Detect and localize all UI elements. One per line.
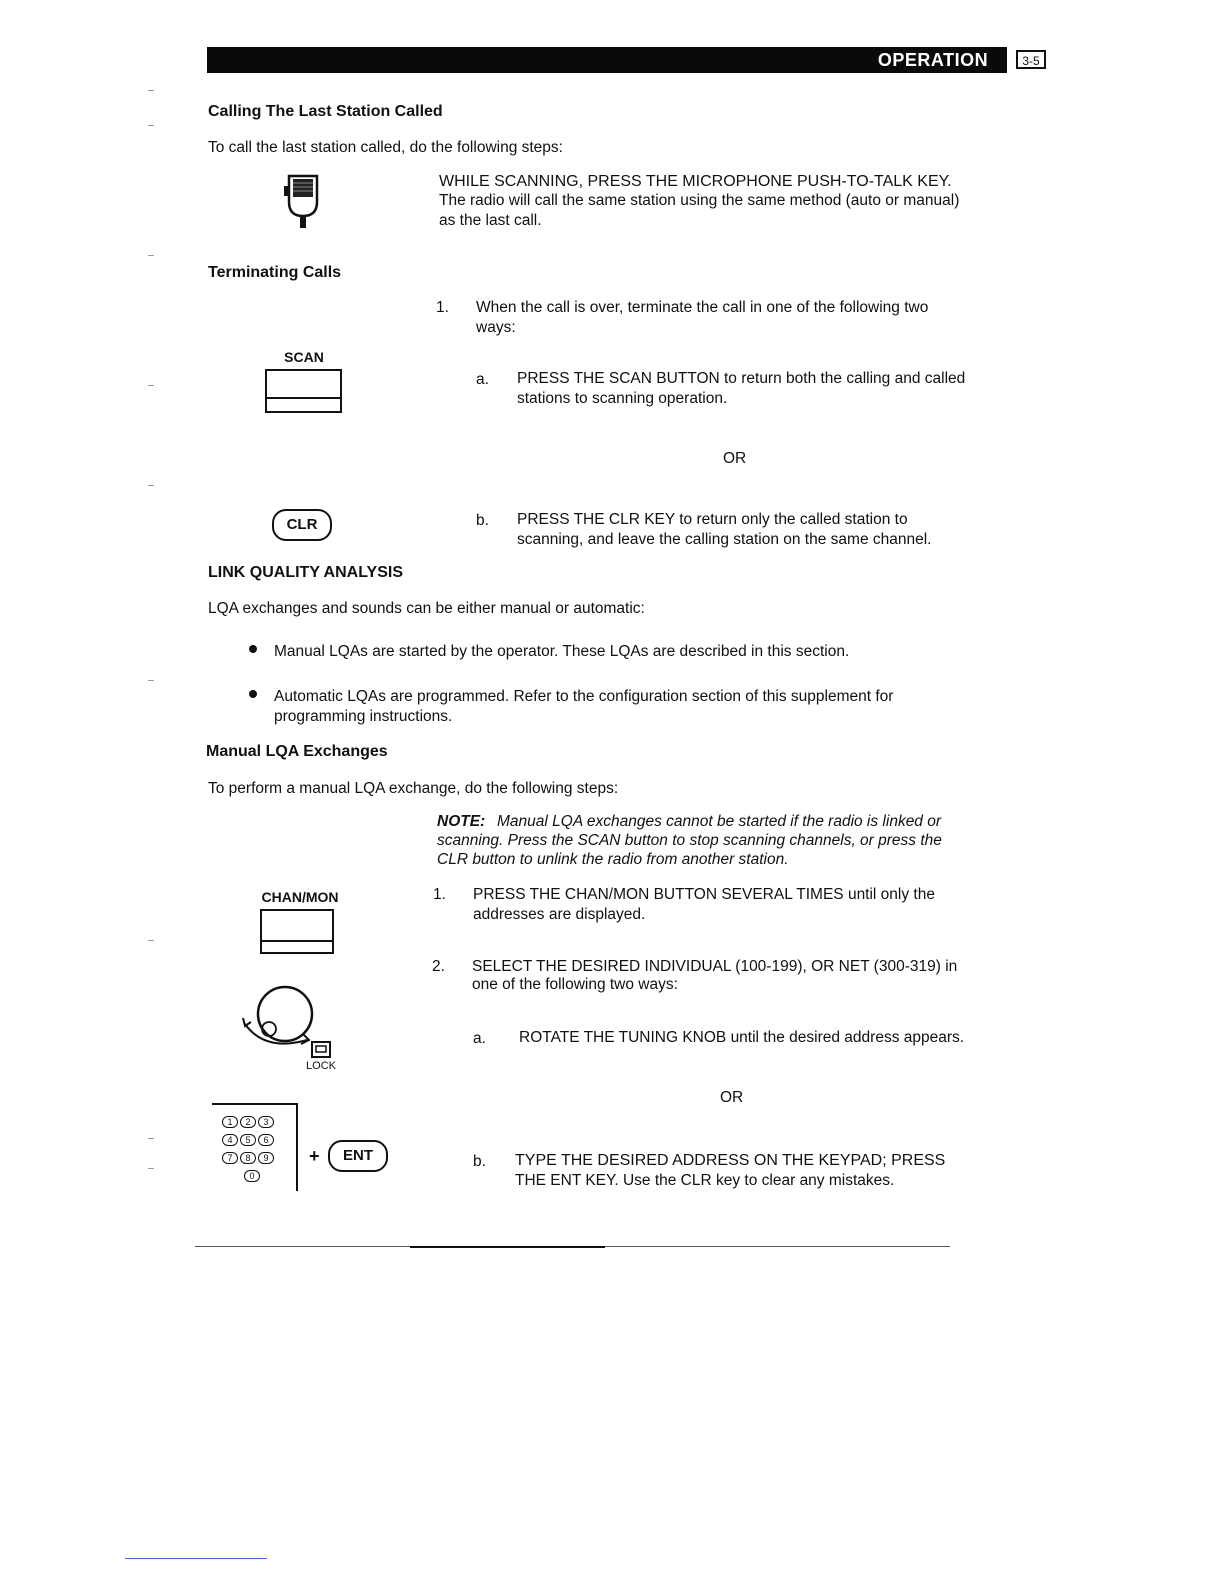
note-label: NOTE: — [437, 813, 486, 830]
note-line1: Manual LQA exchanges cannot be started if the radio is linked or — [497, 813, 942, 830]
scan-button-icon — [265, 369, 342, 413]
keypad-key: 7 — [222, 1152, 238, 1164]
bullet-icon — [249, 690, 257, 698]
keypad-key: 8 — [240, 1152, 256, 1164]
margin-mark — [148, 485, 154, 486]
keypad-key: 4 — [222, 1134, 238, 1146]
mlqa-or: OR — [720, 1089, 744, 1106]
keypad-row — [222, 1130, 276, 1148]
heading-manual-lqa: Manual LQA Exchanges — [206, 743, 388, 760]
term-step1-line1: When the call is over, terminate the call in one of the following two — [476, 299, 929, 316]
ent-key-icon: ENT — [328, 1140, 388, 1172]
term-a-line2: stations to scanning operation. — [517, 390, 728, 407]
mlqa-step2-line1: SELECT THE DESIRED INDIVIDUAL (100-199), OR NET (300-319) in — [472, 958, 958, 975]
keypad-key: 6 — [258, 1134, 274, 1146]
margin-mark — [148, 680, 154, 681]
clr-key-icon: CLR — [272, 509, 332, 541]
note-line3: CLR button to unlink the radio from another station. — [437, 851, 789, 868]
calling-last-detail-1: The radio will call the same station using the same method (auto or manual) — [439, 192, 960, 209]
mlqa-step1-line1: PRESS THE CHAN/MON BUTTON SEVERAL TIMES until only the — [473, 886, 935, 903]
lock-label: LOCK — [306, 1060, 336, 1072]
term-b-line2: scanning, and leave the calling station on the same channel. — [517, 531, 932, 548]
heading-terminating: Terminating Calls — [208, 264, 342, 281]
lqa-bullet1: Manual LQAs are started by the operator. These LQAs are described in this section. — [274, 643, 850, 660]
mlqa-step1-num: 1. — [433, 886, 446, 903]
manual-lqa-intro: To perform a manual LQA exchange, do the following steps: — [208, 780, 619, 797]
calling-last-intro: To call the last station called, do the following steps: — [208, 139, 563, 156]
mlqa-step2-line2: one of the following two ways: — [472, 976, 678, 993]
mlqa-b-line1: TYPE THE DESIRED ADDRESS ON THE KEYPAD; PRESS — [515, 1152, 946, 1169]
heading-calling-last: Calling The Last Station Called — [208, 103, 443, 120]
keypad-row — [222, 1112, 276, 1130]
margin-mark — [148, 90, 154, 91]
calling-last-detail-2: as the last call. — [439, 212, 542, 229]
term-a-letter: a. — [476, 371, 489, 388]
keypad-key: 2 — [240, 1116, 256, 1128]
chanmon-button-icon — [260, 909, 334, 954]
margin-mark — [148, 125, 154, 126]
keypad-row — [222, 1148, 276, 1166]
lqa-bullet2-line2: programming instructions. — [274, 708, 453, 725]
term-b-line1: PRESS THE CLR KEY to return only the called station to — [517, 511, 908, 528]
margin-mark — [148, 1138, 154, 1139]
mlqa-a-letter: a. — [473, 1030, 486, 1047]
bottom-rule-bold — [410, 1246, 605, 1248]
note-line2: scanning. Press the SCAN button to stop scanning channels, or press the — [437, 832, 942, 849]
scan-button-label: SCAN — [284, 349, 324, 365]
mlqa-step1-line2: addresses are displayed. — [473, 906, 646, 923]
mlqa-a-text: ROTATE THE TUNING KNOB until the desired address appears. — [519, 1029, 965, 1046]
lqa-bullet2-line1: Automatic LQAs are programmed. Refer to the configuration section of this supplement for — [274, 688, 894, 705]
term-or: OR — [723, 450, 747, 467]
margin-mark — [148, 385, 154, 386]
keypad-key: 1 — [222, 1116, 238, 1128]
keypad-row — [244, 1166, 262, 1184]
margin-mark — [148, 1168, 154, 1169]
mlqa-b-letter: b. — [473, 1153, 486, 1170]
mlqa-step2-num: 2. — [432, 958, 445, 975]
calling-last-step: WHILE SCANNING, PRESS THE MICROPHONE PUSH-TO-TALK KEY. — [439, 173, 952, 190]
keypad-key: 3 — [258, 1116, 274, 1128]
lqa-intro: LQA exchanges and sounds can be either manual or automatic: — [208, 600, 645, 617]
microphone-icon — [283, 172, 323, 230]
term-b-letter: b. — [476, 512, 489, 529]
keypad-key: 5 — [240, 1134, 256, 1146]
page-number: 3-5 — [1016, 50, 1046, 69]
term-step1-num: 1. — [436, 299, 449, 316]
heading-lqa: LINK QUALITY ANALYSIS — [208, 564, 403, 581]
margin-mark — [148, 255, 154, 256]
plus-sign: + — [309, 1146, 320, 1166]
mlqa-b-line2: THE ENT KEY. Use the CLR key to clear any mistakes. — [515, 1172, 895, 1189]
lock-icon — [311, 1041, 331, 1059]
section-title: OPERATION — [877, 50, 989, 70]
footnote-rule — [125, 1558, 267, 1559]
keypad-key: 9 — [258, 1152, 274, 1164]
chanmon-button-label: CHAN/MON — [261, 889, 339, 905]
term-step1-line2: ways: — [476, 319, 516, 336]
bullet-icon — [249, 645, 257, 653]
margin-mark — [148, 940, 154, 941]
term-a-line1: PRESS THE SCAN BUTTON to return both the calling and called — [517, 370, 966, 387]
keypad-key: 0 — [244, 1170, 260, 1182]
